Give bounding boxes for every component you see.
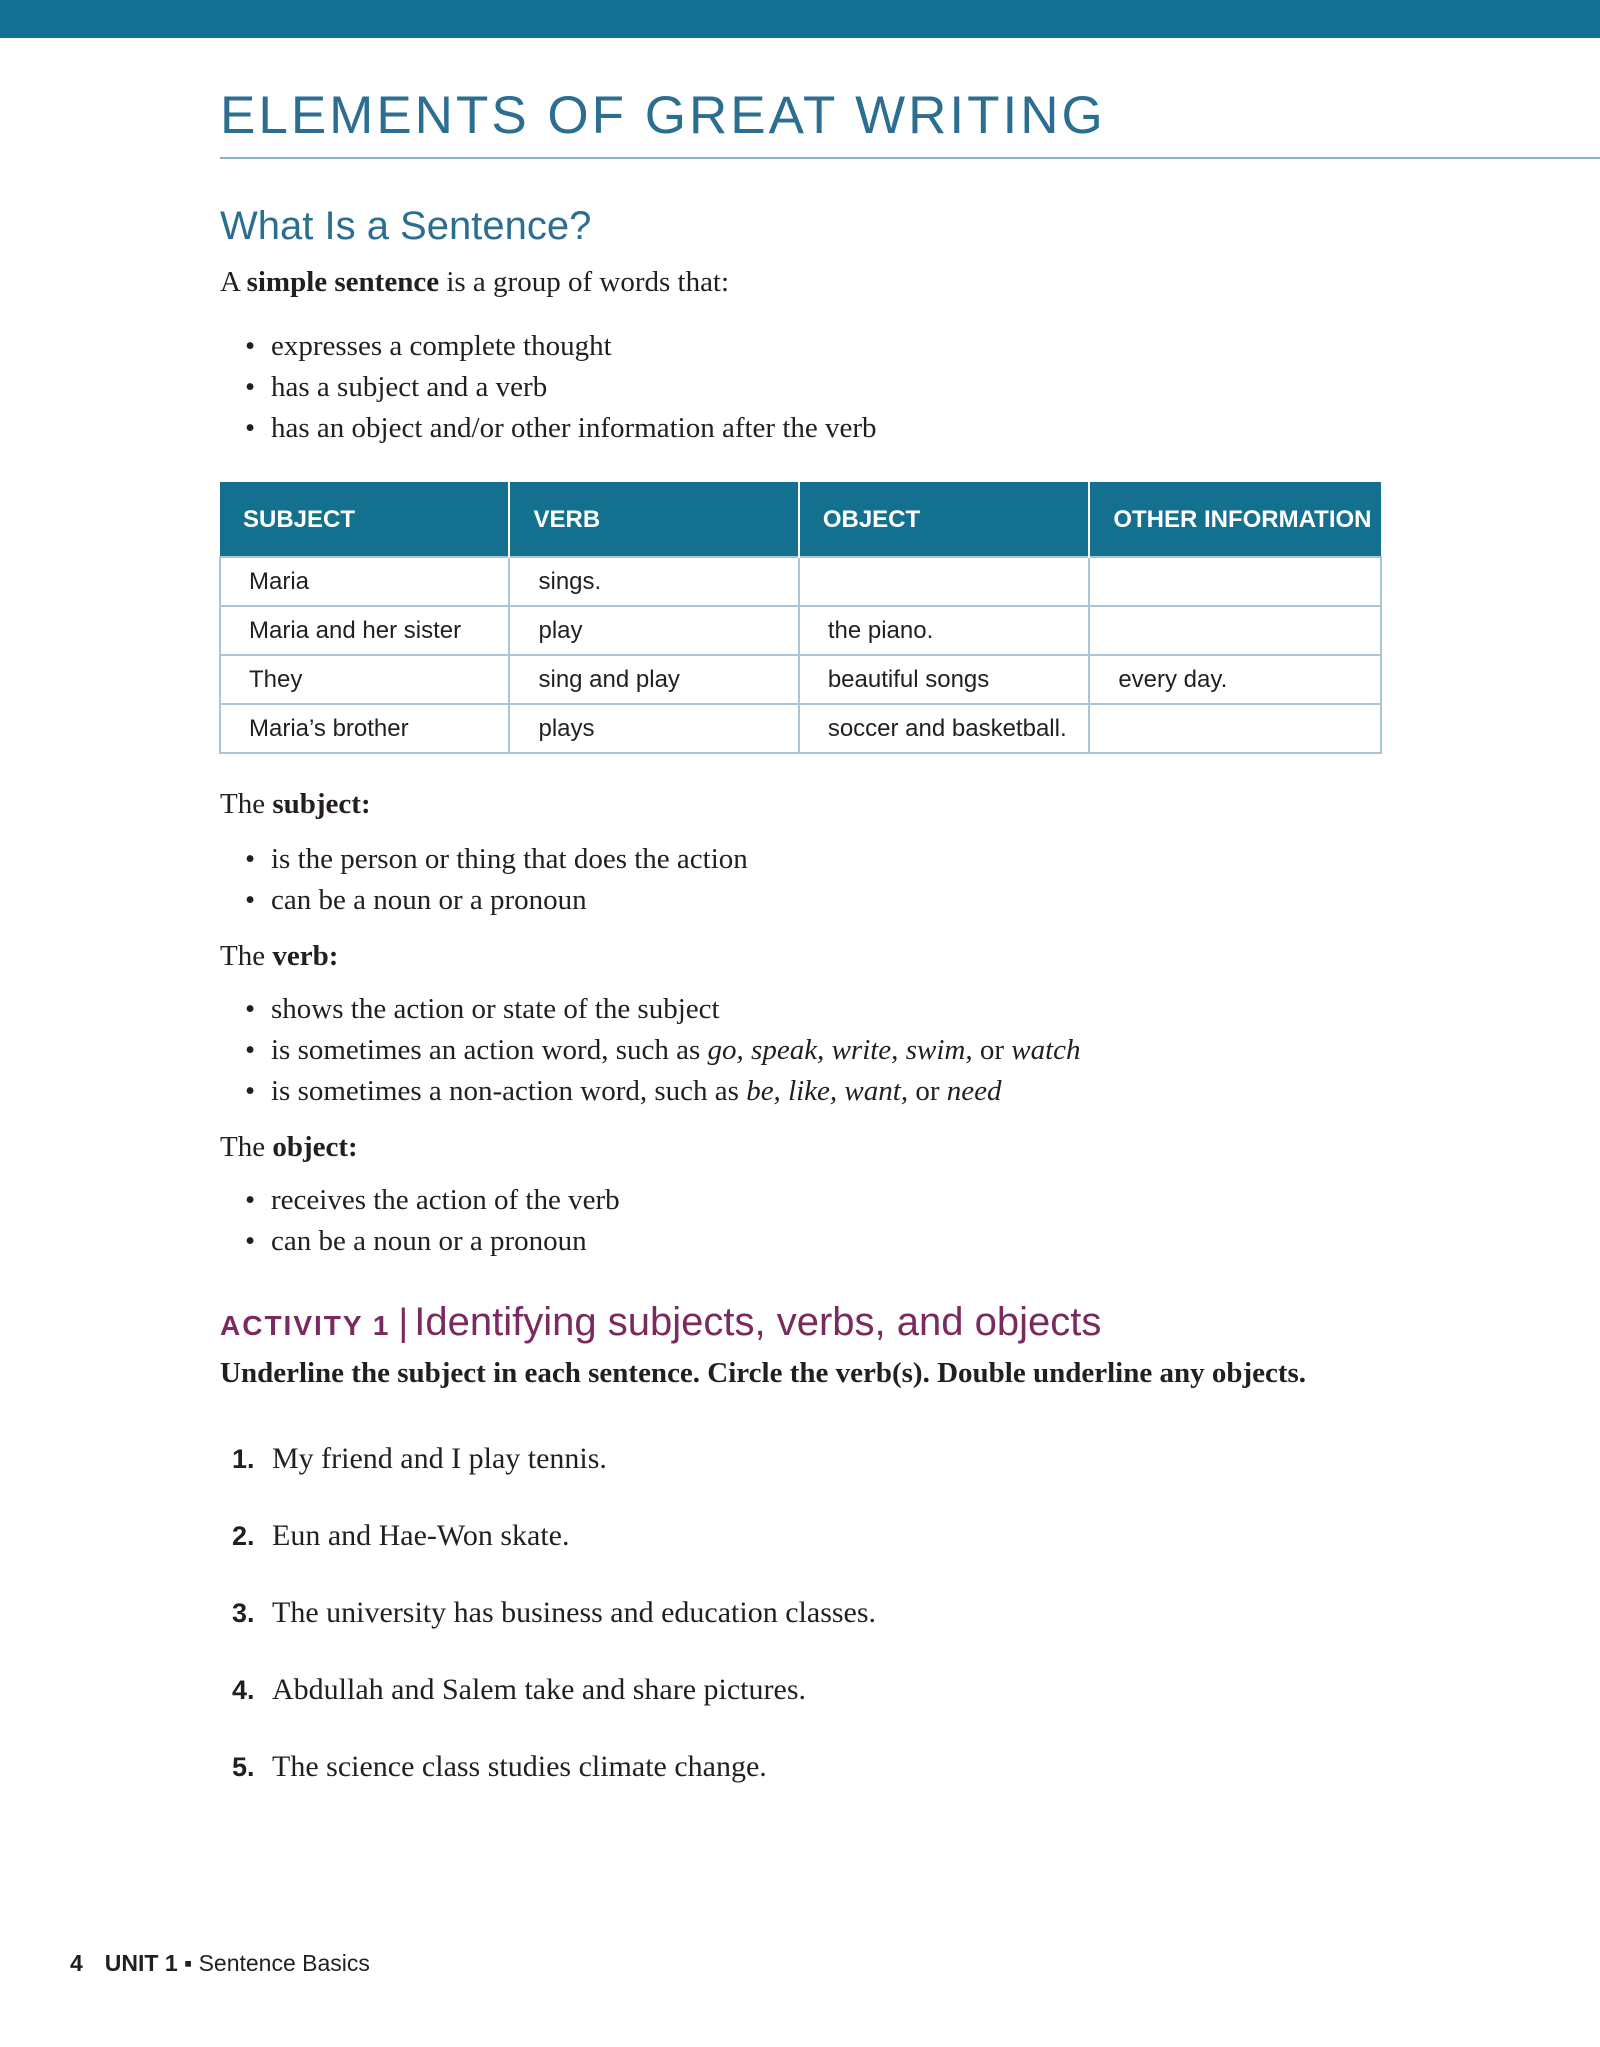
- activity-label: ACTIVITY 1: [220, 1310, 391, 1341]
- table-row: [220, 557, 1381, 606]
- top-color-bar: [0, 0, 1600, 38]
- table-cell: play: [509, 606, 798, 655]
- page-footer: [70, 1950, 370, 1977]
- table-cell: [1089, 606, 1381, 655]
- list-item: • is the person or thing that does the action: [245, 843, 748, 875]
- activity-title: Identifying subjects, verbs, and objects: [414, 1300, 1102, 1344]
- footer-unit: UNIT 1: [104, 1950, 178, 1976]
- table-cell: They: [220, 655, 509, 704]
- table-cell: sing and play: [509, 655, 798, 704]
- object-list: [245, 1180, 620, 1262]
- table-cell: the piano.: [799, 606, 1090, 655]
- verb-list: [245, 989, 1081, 1112]
- list-item: • is sometimes a non-action word, such as be, like, want, or need: [245, 1075, 1002, 1107]
- exercise-item: 3. The university has business and education classes.: [232, 1596, 877, 1629]
- table-header-row: [220, 482, 1381, 557]
- intro-lead: A: [220, 266, 247, 298]
- verb-label: The verb:: [220, 940, 339, 972]
- intro-term: simple sentence: [246, 266, 440, 298]
- table-cell: [1089, 557, 1381, 606]
- footer-unit-title: Sentence Basics: [198, 1950, 370, 1976]
- list-item: • is sometimes an action word, such as go, speak, write, swim, or watch: [245, 1034, 1081, 1066]
- title-divider: [220, 157, 1600, 159]
- page-number: 4: [70, 1950, 83, 1976]
- table-row: [220, 655, 1381, 704]
- table-cell: plays: [509, 704, 798, 753]
- table-cell: soccer and basketball.: [799, 704, 1090, 753]
- table-cell: Maria: [220, 557, 509, 606]
- list-item: • can be a noun or a pronoun: [245, 884, 587, 916]
- exercise-item: 2. Eun and Hae-Won skate.: [232, 1519, 570, 1552]
- footer-bullet: ▪: [184, 1950, 193, 1976]
- table-row: [220, 704, 1381, 753]
- column-header-subject: SUBJECT: [220, 482, 509, 557]
- activity-separator: |: [398, 1302, 409, 1344]
- column-header-other-information: OTHER INFORMATION: [1089, 482, 1381, 557]
- subject-label: The subject:: [220, 788, 371, 820]
- intro-rest: is a group of words that:: [439, 266, 730, 298]
- exercise-item: 4. Abdullah and Salem take and share pictures.: [232, 1673, 806, 1706]
- table-row: [220, 606, 1381, 655]
- intro-paragraph: [220, 262, 729, 302]
- table-cell: sings.: [509, 557, 798, 606]
- list-item: • expresses a complete thought: [245, 330, 612, 362]
- table-cell: Maria’s brother: [220, 704, 509, 753]
- sentence-parts-table: [219, 482, 1382, 754]
- table-cell: every day.: [1089, 655, 1381, 704]
- page-heading: What Is a Sentence?: [220, 204, 592, 248]
- list-item: • has a subject and a verb: [245, 371, 548, 403]
- table-cell: Maria and her sister: [220, 606, 509, 655]
- exercise-item: 5. The science class studies climate change.: [232, 1750, 767, 1783]
- column-header-verb: VERB: [509, 482, 798, 557]
- subject-list: [245, 839, 748, 921]
- table-cell: [1089, 704, 1381, 753]
- exercise-item: 1. My friend and I play tennis.: [232, 1442, 607, 1475]
- activity-instructions: Underline the subject in each sentence. Circle the verb(s). Double underline any objects.: [220, 1357, 1307, 1389]
- table-cell: beautiful songs: [799, 655, 1090, 704]
- definition-list: [245, 326, 877, 449]
- exercise-list: [232, 1438, 876, 1823]
- list-item: • can be a noun or a pronoun: [245, 1225, 587, 1257]
- list-item: • receives the action of the verb: [245, 1184, 620, 1216]
- section-title: ELEMENTS OF GREAT WRITING: [220, 86, 1106, 145]
- object-label: The object:: [220, 1131, 358, 1163]
- list-item: • has an object and/or other information after the verb: [245, 412, 877, 444]
- list-item: • shows the action or state of the subject: [245, 993, 720, 1025]
- table-cell: [799, 557, 1090, 606]
- column-header-object: OBJECT: [799, 482, 1090, 557]
- activity-heading: [220, 1297, 1101, 1354]
